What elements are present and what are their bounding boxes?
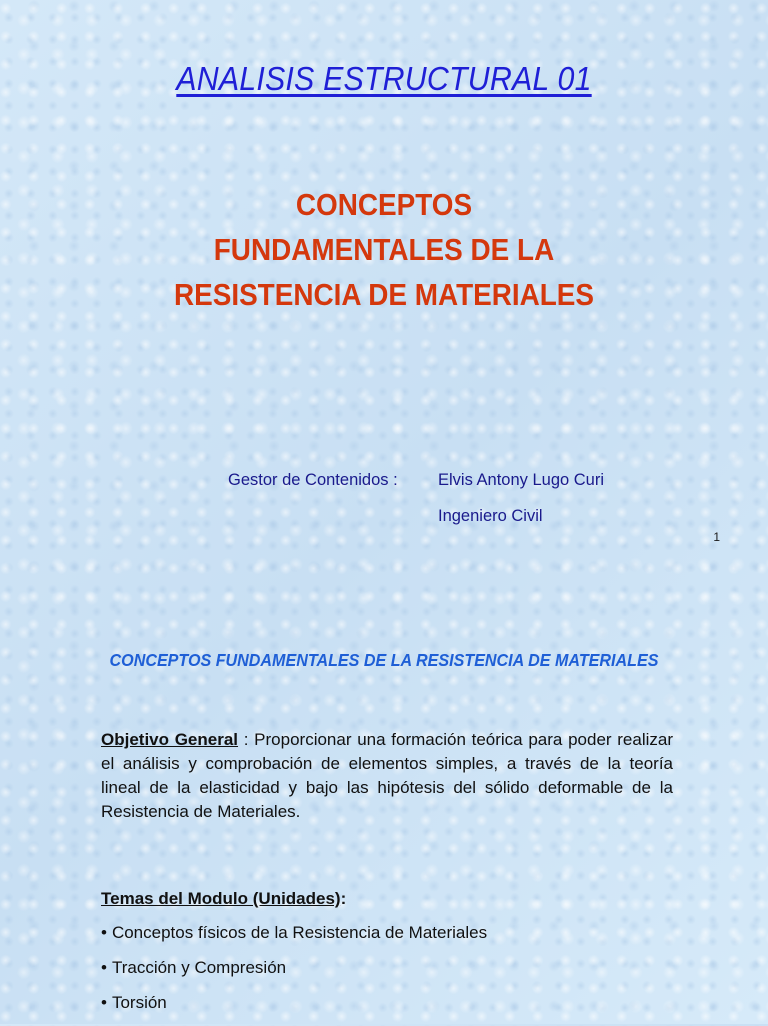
subtitle-line-3: RESISTENCIA DE MATERIALES bbox=[173, 277, 595, 312]
author-role-row bbox=[228, 498, 604, 534]
author-name: Elvis Antony Lugo Curi bbox=[438, 470, 605, 489]
topics-heading-suffix: : bbox=[340, 889, 347, 908]
author-label: Gestor de Contenidos : bbox=[228, 470, 398, 489]
bullet-icon: • bbox=[101, 923, 107, 942]
slide-subtitle bbox=[38, 182, 729, 317]
topic-text: Torsión bbox=[111, 993, 167, 1012]
main-title: ANALISIS ESTRUCTURAL 01 bbox=[176, 60, 592, 97]
subtitle-line-1: CONCEPTOS bbox=[295, 187, 473, 222]
topics-heading-label: Temas del Modulo (Unidades) bbox=[101, 889, 341, 908]
author-block bbox=[228, 462, 604, 534]
objective-label: Objetivo General bbox=[101, 730, 239, 749]
subtitle-line-2: FUNDAMENTALES DE LA bbox=[213, 232, 555, 267]
bullet-icon: • bbox=[101, 993, 107, 1012]
topics-heading bbox=[101, 889, 673, 909]
page-number: 1 bbox=[713, 530, 720, 544]
author-role: Ingeniero Civil bbox=[438, 506, 543, 525]
topic-text: Conceptos físicos de la Resistencia de Materiales bbox=[111, 923, 488, 942]
slide-2 bbox=[0, 556, 768, 1024]
list-item bbox=[101, 956, 673, 991]
objective-paragraph bbox=[101, 728, 673, 824]
topics-section bbox=[101, 889, 673, 1026]
list-item bbox=[101, 921, 673, 956]
objective-text: : Proporcionar una formación teórica para poder realizar el análisis y comprobación de elementos simples, a través de la teoría lineal de la elasticidad y bajo las hipótesis del sólido deformable de la Resistencia de Materiales. bbox=[101, 730, 674, 821]
bullet-icon: • bbox=[101, 958, 107, 977]
topic-text: Tracción y Compresión bbox=[111, 958, 287, 977]
topic-list bbox=[101, 921, 673, 1026]
slide-2-heading: CONCEPTOS FUNDAMENTALES DE LA RESISTENCIA DE MATERIALES bbox=[109, 650, 659, 670]
list-item bbox=[101, 991, 673, 1026]
author-name-row bbox=[228, 462, 604, 498]
